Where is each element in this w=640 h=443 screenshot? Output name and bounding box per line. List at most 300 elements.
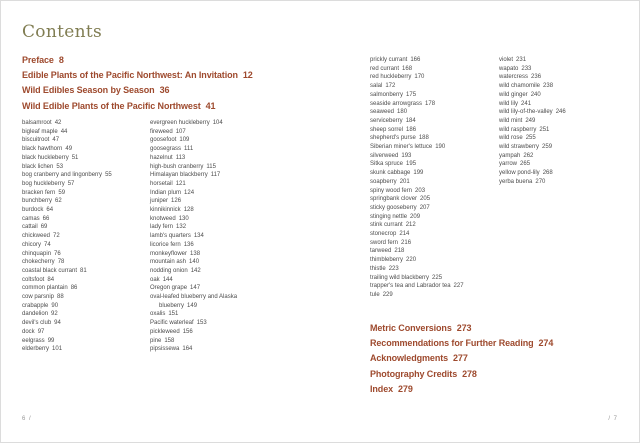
entry-label: cow parsnip: [22, 294, 55, 301]
entry-label: skunk cabbage: [370, 170, 411, 177]
entry-label: bigleaf maple: [22, 128, 58, 135]
entry-label: Wild Edible Plants of the Pacific Northwest: [22, 100, 201, 111]
toc-entry: [370, 143, 520, 152]
entry-page-number: 156: [182, 328, 193, 335]
entry-page-number: 44: [60, 128, 68, 135]
toc-entry: [370, 274, 520, 283]
entry-label: Indian plum: [150, 189, 182, 196]
toc-entry: [150, 258, 300, 267]
entry-page-number: 241: [521, 100, 532, 107]
entry-page-number: 180: [397, 109, 408, 116]
entry-label: serviceberry: [370, 117, 403, 124]
toc-entry: [370, 91, 520, 100]
entry-label: Metric Conversions: [370, 323, 452, 333]
entry-label: stonecrop: [370, 231, 397, 238]
entry-label: black lichen: [22, 163, 54, 170]
entry-page-number: 166: [410, 57, 421, 63]
toc-entry: [499, 56, 634, 65]
toc-entry: [370, 65, 520, 74]
entry-page-number: 214: [399, 231, 410, 238]
toc-entry: [370, 247, 520, 256]
entry-page-number: 193: [401, 152, 412, 159]
entry-label: elderberry: [22, 346, 50, 353]
entry-page-number: 259: [542, 144, 553, 151]
entry-label: chinquapin: [22, 250, 52, 257]
entry-page-number: 107: [175, 128, 186, 135]
toc-entry: [22, 163, 152, 172]
entry-label: wild chamomile: [499, 83, 541, 90]
toc-entry: [22, 241, 152, 250]
entry-label: high-bush cranberry: [150, 163, 204, 170]
entry-page-number: 223: [388, 265, 399, 272]
toc-entry: [150, 206, 300, 215]
entry-label: Pacific waterleaf: [150, 320, 194, 327]
toc-entry: [22, 258, 152, 267]
toc-entry: [150, 284, 300, 293]
toc-entry: [370, 108, 520, 117]
entry-page-number: 74: [44, 241, 51, 248]
toc-entry: [150, 345, 300, 354]
entry-label: mountain ash: [150, 259, 187, 266]
toc-entry: [150, 197, 300, 206]
toc-entry: [22, 250, 152, 259]
entry-label: wild rose: [499, 135, 523, 142]
toc-entry: [370, 187, 520, 196]
toc-entry: [150, 232, 300, 241]
entry-page-number: 69: [40, 224, 48, 231]
toc-entry: [150, 241, 300, 250]
entry-page-number: 101: [52, 346, 63, 353]
entry-label: bog cranberry and lingonberry: [22, 172, 103, 179]
entry-page-number: 201: [399, 178, 410, 185]
entry-label: yarrow: [499, 161, 518, 168]
toc-entry: [499, 126, 634, 135]
entry-label: red currant: [370, 65, 400, 72]
entry-label: wild strawberry: [499, 144, 540, 151]
entry-page-number: 132: [176, 224, 187, 231]
entry-page-number: 153: [196, 320, 207, 327]
toc-entry: [499, 160, 634, 169]
toc-entry: [150, 189, 300, 198]
entry-label: yerba buena: [499, 178, 533, 185]
toc-entry: [150, 267, 300, 276]
entry-page-number: 268: [542, 170, 553, 177]
entry-page-number: 209: [410, 213, 421, 220]
toc-entry: [370, 152, 520, 161]
entry-label: oxalis: [150, 311, 166, 318]
entry-page-number: 205: [420, 196, 431, 203]
entry-label: trapper's tea and Labrador tea: [370, 283, 451, 290]
entry-page-number: 117: [210, 172, 221, 179]
entry-page-number: 53: [56, 163, 64, 170]
toc-column-4: [499, 56, 634, 187]
toc-entry: [150, 180, 300, 189]
entry-page-number: 158: [164, 337, 175, 344]
toc-entry: [499, 117, 634, 126]
entry-label: chickweed: [22, 233, 51, 240]
toc-entry: [22, 206, 152, 215]
front-matter-entry: [22, 68, 318, 83]
back-matter-entry: [370, 321, 638, 336]
entry-label: bracken fern: [22, 189, 56, 196]
toc-entry: [370, 73, 520, 82]
entry-page-number: 140: [189, 259, 200, 266]
toc-entry: [370, 265, 520, 274]
entry-label: pine: [150, 337, 162, 344]
entry-label: seaweed: [370, 109, 395, 116]
entry-page-number: 90: [51, 302, 59, 309]
toc-entry: [370, 282, 520, 291]
entry-page-number: 203: [415, 187, 426, 194]
entry-page-number: 113: [175, 154, 186, 161]
toc-entry: [22, 337, 152, 346]
toc-entry: [22, 189, 152, 198]
entry-label: eelgrass: [22, 337, 45, 344]
entry-label: juniper: [150, 198, 169, 205]
toc-column-2: [150, 119, 300, 354]
entry-label: pipsissewa: [150, 346, 180, 353]
entry-page-number: 233: [521, 65, 532, 72]
toc-entry: [22, 136, 152, 145]
entry-page-number: 227: [453, 283, 464, 290]
entry-page-number: 86: [70, 285, 78, 292]
entry-page-number: 144: [162, 276, 173, 283]
toc-entry: [370, 221, 520, 230]
entry-page-number: 136: [183, 241, 194, 248]
entry-page-number: 84: [47, 276, 55, 283]
entry-page-number: 170: [414, 74, 425, 81]
entry-page-number: 36: [159, 85, 170, 96]
toc-entry: [22, 223, 152, 232]
entry-label: violet: [499, 57, 514, 63]
entry-label: wild raspberry: [499, 126, 537, 133]
entry-page-number: 172: [385, 83, 396, 90]
toc-entry: [499, 100, 634, 109]
entry-label: Sitka spruce: [370, 161, 404, 168]
entry-label: crabapple: [22, 302, 49, 309]
toc-entry: [499, 108, 634, 117]
toc-entry: [499, 73, 634, 82]
entry-label: wild ginger: [499, 91, 528, 98]
entry-label: Edible Plants of the Pacific Northwest: An Invitation: [22, 70, 238, 81]
entry-page-number: 218: [394, 248, 405, 255]
toc-entry: [370, 100, 520, 109]
entry-page-number: 66: [42, 215, 50, 222]
toc-entry: [499, 169, 634, 178]
toc-entry: [150, 163, 300, 172]
entry-label: balsamroot: [22, 120, 52, 126]
entry-page-number: 47: [52, 137, 60, 144]
toc-entry: [370, 239, 520, 248]
toc-entry: [150, 310, 300, 319]
entry-label: chicory: [22, 241, 42, 248]
entry-label: tarweed: [370, 248, 392, 255]
toc-entry: [150, 293, 300, 302]
toc-entry: [150, 319, 300, 328]
toc-entry: [370, 160, 520, 169]
toc-column-1: [22, 119, 152, 354]
entry-label: bunchberry: [22, 198, 53, 205]
entry-label: dandelion: [22, 311, 49, 318]
entry-page-number: 240: [530, 91, 541, 98]
entry-label: devil's club: [22, 320, 52, 327]
entry-label: goosefoot: [150, 137, 177, 144]
entry-page-number: 142: [190, 267, 201, 274]
toc-entry: [499, 178, 634, 187]
toc-entry: [499, 82, 634, 91]
entry-page-number: 151: [168, 311, 179, 318]
entry-label: burdock: [22, 207, 44, 214]
entry-label: silverweed: [370, 152, 399, 159]
front-matter-entry: [22, 53, 318, 68]
entry-label: soapberry: [370, 178, 397, 185]
entry-label: lady fern: [150, 224, 174, 231]
entry-label: spiny wood fern: [370, 187, 413, 194]
entry-page-number: 81: [80, 267, 87, 274]
entry-page-number: 8: [58, 55, 64, 65]
toc-entry: [370, 178, 520, 187]
entry-label: sheep sorrel: [370, 126, 404, 133]
entry-page-number: 111: [184, 146, 194, 153]
entry-page-number: 220: [406, 257, 417, 264]
entry-page-number: 115: [206, 163, 216, 170]
entry-page-number: 124: [184, 189, 195, 196]
toc-entry: [22, 319, 152, 328]
entry-page-number: 51: [71, 154, 79, 161]
entry-page-number: 164: [182, 346, 193, 353]
entry-label: shepherd's purse: [370, 135, 416, 142]
entry-label: bog huckleberry: [22, 180, 65, 187]
toc-entry: [22, 232, 152, 241]
entry-page-number: 231: [516, 57, 527, 63]
entry-page-number: 64: [46, 207, 54, 214]
entry-label: stink currant: [370, 222, 403, 229]
entry-label: chokecherry: [22, 259, 55, 266]
entry-page-number: 199: [413, 170, 424, 177]
toc-entry: [370, 195, 520, 204]
entry-page-number: 134: [193, 233, 204, 240]
toc-entry: [150, 302, 300, 311]
entry-label: Himalayan blackberry: [150, 172, 208, 179]
entry-label: biscuitroot: [22, 137, 50, 144]
toc-entry: [150, 128, 300, 137]
entry-page-number: 236: [531, 74, 542, 81]
entry-label: Preface: [22, 55, 54, 65]
entry-label: watercress: [499, 74, 529, 81]
toc-entry: [370, 291, 520, 300]
right-page: [320, 0, 640, 443]
toc-entry: [22, 154, 152, 163]
entry-page-number: 92: [51, 311, 58, 318]
page-number-left: 6 /: [22, 416, 32, 422]
entry-page-number: 255: [525, 135, 536, 142]
entry-label: Oregon grape: [150, 285, 188, 292]
toc-entry: [22, 145, 152, 154]
toc-entry: [150, 171, 300, 180]
entry-page-number: 225: [432, 274, 443, 281]
toc-entry: [22, 328, 152, 337]
toc-entry: [22, 171, 152, 180]
entry-label: goosegrass: [150, 146, 182, 153]
entry-label: camas: [22, 215, 40, 222]
toc-entry: [499, 152, 634, 161]
entry-page-number: 190: [435, 144, 446, 151]
entry-page-number: 249: [525, 117, 536, 124]
entry-page-number: 279: [398, 383, 413, 394]
toc-entry: [22, 345, 152, 354]
entry-page-number: 97: [37, 328, 45, 335]
entry-label: kinnikinnick: [150, 207, 181, 214]
toc-entry: [150, 119, 300, 128]
toc-entry: [370, 134, 520, 143]
entry-label: knotweed: [150, 215, 176, 222]
front-matter-entry: [22, 83, 318, 98]
contents-title: Contents: [22, 22, 102, 42]
toc-entry: [22, 284, 152, 293]
toc-entry: [22, 293, 152, 302]
toc-entry: [150, 145, 300, 154]
entry-page-number: 246: [555, 109, 566, 116]
entry-page-number: 128: [183, 207, 194, 214]
entry-label: sword fern: [370, 239, 399, 246]
entry-page-number: 212: [405, 222, 416, 229]
entry-page-number: 168: [402, 65, 413, 72]
entry-label: red huckleberry: [370, 74, 412, 81]
toc-entry: [22, 180, 152, 189]
front-matter-entry: [22, 99, 318, 114]
entry-page-number: 94: [54, 320, 61, 327]
toc-entry: [370, 82, 520, 91]
entry-label: fireweed: [150, 128, 173, 135]
entry-label: wapato: [499, 65, 519, 72]
entry-page-number: 126: [171, 198, 182, 205]
entry-label: coltsfoot: [22, 276, 45, 283]
back-matter-entry: [370, 336, 638, 351]
entry-page-number: 195: [406, 161, 417, 168]
toc-entry: [370, 256, 520, 265]
entry-page-number: 88: [57, 294, 64, 301]
entry-page-number: 55: [105, 172, 112, 179]
entry-page-number: 277: [453, 353, 468, 364]
entry-label: thistle: [370, 265, 386, 272]
entry-label: hazelnut: [150, 154, 173, 161]
entry-label: springbank clover: [370, 196, 418, 203]
front-matter-list: [22, 53, 318, 114]
entry-page-number: 184: [405, 117, 416, 124]
back-matter-entry: [370, 382, 638, 397]
entry-label: Photography Credits: [370, 368, 458, 379]
entry-label: wild mint: [499, 117, 523, 124]
entry-page-number: 76: [54, 250, 61, 257]
toc-entry: [150, 223, 300, 232]
toc-entry: [499, 65, 634, 74]
entry-page-number: 109: [179, 137, 190, 144]
entry-page-number: 104: [212, 120, 223, 126]
toc-entry: [370, 213, 520, 222]
entry-label: dock: [22, 328, 35, 335]
entry-label: horsetail: [150, 180, 173, 187]
entry-label: monkeyflower: [150, 250, 188, 257]
toc-entry: [370, 204, 520, 213]
toc-entry: [150, 328, 300, 337]
entry-label: salmonberry: [370, 91, 404, 98]
toc-entry: [499, 143, 634, 152]
back-matter-entry: [370, 351, 638, 366]
back-matter-entry: [370, 367, 638, 382]
entry-label: coastal black currant: [22, 267, 78, 274]
entry-page-number: 216: [401, 239, 412, 246]
entry-page-number: 238: [543, 83, 554, 90]
entry-page-number: 72: [53, 233, 60, 240]
entry-label: Recommendations for Further Reading: [370, 338, 534, 349]
entry-label: sticky gooseberry: [370, 204, 417, 211]
entry-page-number: 270: [535, 178, 546, 185]
entry-label: Wild Edibles Season by Season: [22, 85, 155, 96]
entry-page-number: 59: [58, 189, 66, 196]
entry-label: evergreen huckleberry: [150, 120, 210, 126]
toc-entry: [150, 276, 300, 285]
entry-label: oak: [150, 276, 160, 283]
back-matter-list: [370, 321, 638, 397]
entry-label: common plantain: [22, 285, 68, 292]
entry-label: oval-leafed blueberry and Alaska: [150, 294, 238, 301]
entry-label: pickleweed: [150, 328, 180, 335]
entry-page-number: 265: [520, 161, 531, 168]
entry-page-number: 175: [406, 91, 417, 98]
entry-label: salal: [370, 83, 383, 90]
entry-label: black hawthorn: [22, 146, 63, 153]
toc-entry: [22, 128, 152, 137]
toc-entry: [22, 310, 152, 319]
toc-entry: [370, 56, 520, 65]
entry-label: thimbleberry: [370, 257, 404, 264]
toc-entry: [499, 134, 634, 143]
entry-page-number: 229: [382, 291, 393, 298]
toc-entry: [22, 302, 152, 311]
entry-page-number: 62: [55, 198, 62, 205]
page-number-right: / 7: [608, 416, 618, 422]
entry-page-number: 138: [190, 250, 201, 257]
entry-page-number: 99: [47, 337, 55, 344]
entry-page-number: 278: [462, 368, 477, 379]
entry-page-number: 78: [57, 259, 65, 266]
toc-entry: [22, 119, 152, 128]
toc-entry: [370, 169, 520, 178]
entry-page-number: 178: [425, 100, 436, 107]
entry-label: cattail: [22, 224, 38, 231]
toc-entry: [370, 230, 520, 239]
entry-page-number: 121: [175, 180, 186, 187]
toc-entry: [22, 276, 152, 285]
entry-page-number: 12: [242, 70, 253, 81]
entry-page-number: 49: [65, 146, 73, 153]
entry-label: Index: [370, 383, 394, 394]
toc-entry: [150, 154, 300, 163]
toc-entry: [22, 267, 152, 276]
toc-entry: [499, 91, 634, 100]
entry-label: lamb's quarters: [150, 233, 191, 240]
entry-label: Siberian miner's lettuce: [370, 144, 433, 151]
entry-page-number: 262: [523, 152, 534, 159]
toc-entry: [22, 215, 152, 224]
toc-entry: [150, 250, 300, 259]
toc-entry: [22, 197, 152, 206]
entry-label: prickly currant: [370, 57, 408, 63]
entry-page-number: 188: [418, 135, 429, 142]
entry-page-number: 41: [205, 100, 216, 111]
entry-label: seaside arrowgrass: [370, 100, 423, 107]
toc-entry: [370, 126, 520, 135]
